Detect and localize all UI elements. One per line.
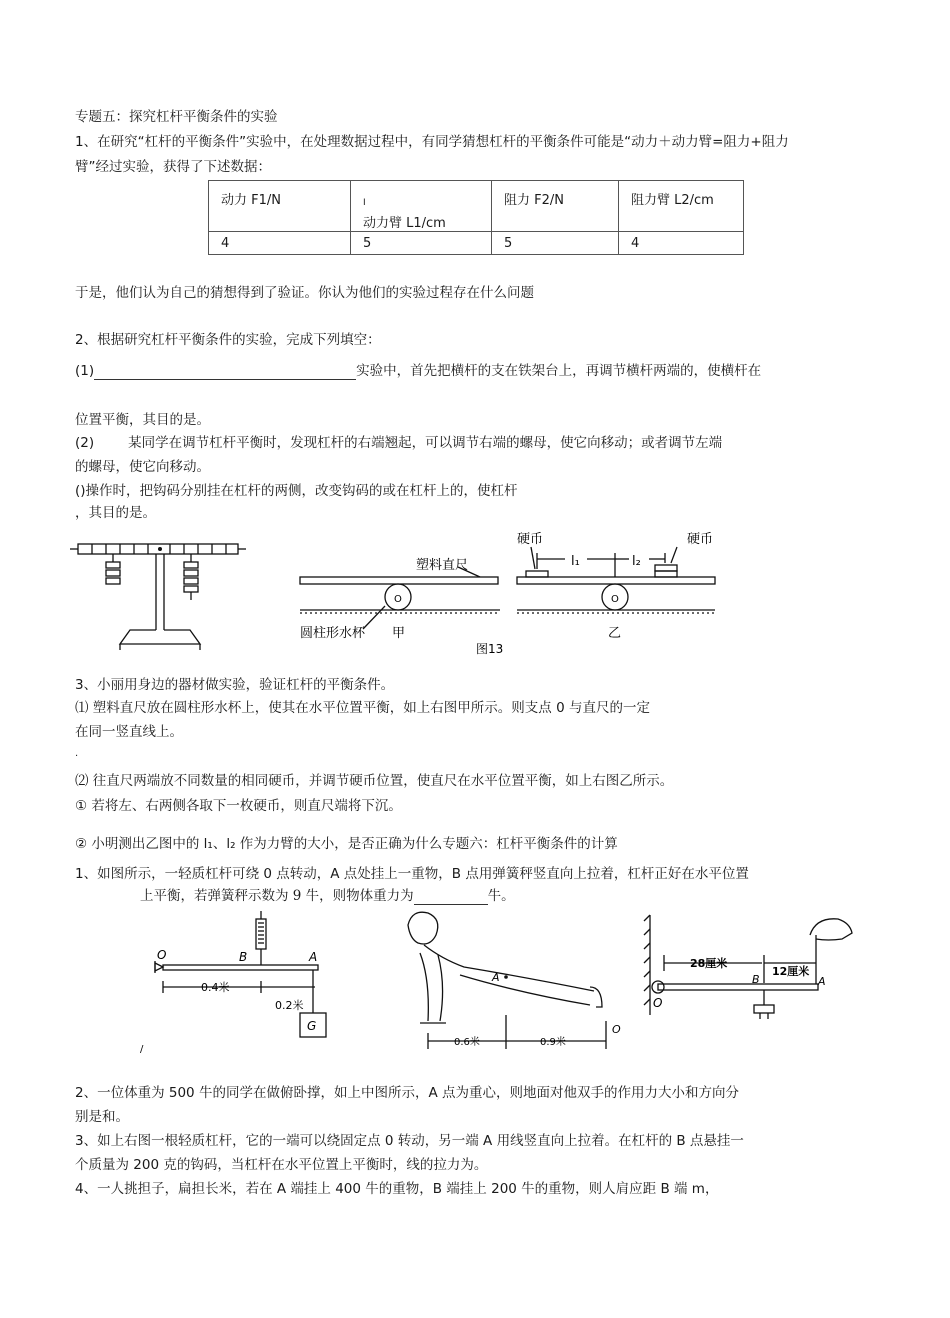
- stray-dot: ·: [75, 751, 79, 762]
- table-header-cell: [351, 181, 492, 232]
- q2-part1-cont: 位置平衡，其目的是。: [75, 412, 210, 428]
- lever-spring-scale-figure: [135, 905, 330, 1055]
- fig-c-o: O: [653, 996, 663, 1010]
- q3-choice2: ② 小明测出乙图中的 l₁、l₂ 作为力臂的大小，是否正确为什么专题六：杠杆平衡条件的计算: [75, 836, 618, 852]
- q2-part2-label: (2): [75, 435, 95, 451]
- answer-blank[interactable]: [414, 891, 488, 905]
- data-table: [208, 180, 744, 255]
- q2-intro: 2、根据研究杠杆平衡条件的实验，完成下列填空：: [75, 332, 381, 348]
- answer-blank[interactable]: [94, 366, 356, 380]
- yi-label: 乙: [608, 626, 622, 641]
- header-l1: 动力臂 L1/cm: [363, 216, 446, 231]
- fig-b-d1: 0.6米: [454, 1037, 480, 1048]
- table-header-cell: [619, 181, 744, 232]
- coin-right-label: 硬币: [687, 532, 714, 547]
- table-cell: 5: [351, 232, 492, 255]
- calc-q1-unit: 牛。: [487, 888, 515, 904]
- fig-c-a: A: [818, 975, 826, 988]
- fulcrum-o-left: O: [394, 594, 402, 605]
- wall-lever-figure: [640, 905, 855, 1035]
- table-header-cell: [209, 181, 351, 232]
- header-f1: 动力 F1/N: [221, 193, 281, 208]
- fig-a-tick: /: [140, 1044, 144, 1055]
- fig-b-o: O: [612, 1023, 621, 1036]
- q2-part3: ()操作时，把钩码分别挂在杠杆的两侧，改变钩码的或在杠杆上的，使杠杆: [75, 483, 518, 499]
- fig-c-d1: 28厘米: [690, 957, 728, 970]
- q2-part1-label: (1): [75, 363, 95, 379]
- calc-q1-line2: [140, 887, 515, 905]
- pushup-figure: [380, 905, 625, 1055]
- calc-q3-line2: 个质量为 200 克的钩码，当杠杆在水平位置上平衡时，线的拉力为。: [75, 1157, 488, 1173]
- q1-conclusion: 于是，他们认为自己的猜想得到了验证。你认为他们的实验过程存在什么问题: [75, 285, 534, 301]
- q3-part2: ⑵ 往直尺两端放不同数量的相同硬币，并调节硬币位置，使直尺在水平位置平衡，如上右图乙所示。: [75, 773, 674, 789]
- fig-a-g: G: [307, 1019, 317, 1033]
- fig-a-a: A: [309, 950, 318, 964]
- calc-q2-line2: 别是和。: [75, 1109, 129, 1125]
- q2-part1-text: 实验中，首先把横杆的支在铁架台上，再调节横杆两端的，使横杆在: [356, 363, 762, 379]
- calc-q1-text: 上平衡，若弹簧秤示数为 9 牛，则物体重力为: [140, 888, 414, 904]
- fulcrum-o-right: O: [611, 594, 619, 605]
- table-cell: 5: [492, 232, 619, 255]
- lever-stand-figure: [70, 530, 250, 655]
- calc-q2-line1: 2、一位体重为 500 牛的同学在做俯卧撑，如上中图所示，A 点为重心，则地面对他双手的作用力大小和方向分: [75, 1085, 739, 1101]
- calc-q4-line1: 4、一人挑担子，扁担长米，若在 A 端挂上 400 牛的重物，B 端挂上 200 牛的重物，则人肩应距 B 端 m，: [75, 1181, 719, 1197]
- header-f2: 阻力 F2/N: [504, 193, 564, 208]
- calc-q1-line1: 1、如图所示，一轻质杠杆可绕 0 点转动，A 点处挂上一重物，B 点用弹簧秤竖直向上拉着，杠杆正好在水平位置: [75, 866, 749, 882]
- fig-a-o: O: [157, 948, 167, 962]
- q3-part1-cont: 在同一竖直线上。: [75, 724, 183, 740]
- jia-label: 甲: [392, 626, 406, 641]
- figure-13-caption: 图13: [476, 642, 504, 656]
- q2-part3-cont: ，其目的是。: [75, 505, 156, 521]
- fig-b-a: A: [492, 971, 500, 984]
- table-cell: 4: [209, 232, 351, 255]
- section-heading-5: 专题五：探究杠杆平衡条件的实验: [75, 109, 278, 125]
- q2-part1: [75, 362, 761, 380]
- fig-c-d2: 12厘米: [772, 965, 810, 978]
- calc-q3-line1: 3、如上右图一根轻质杠杆，它的一端可以绕固定点 0 转动，另一端 A 用线竖直向上拉着。在杠杆的 B 点悬挂一: [75, 1133, 744, 1149]
- l2-label: l₂: [632, 554, 641, 569]
- table-header-row: [209, 181, 744, 232]
- fig-a-d1: 0.4米: [201, 981, 230, 994]
- table-row: [209, 232, 744, 255]
- table-header-cell: [492, 181, 619, 232]
- table-cell: 4: [619, 232, 744, 255]
- l1-label: l₁: [571, 554, 580, 569]
- ruler-label: 塑料直尺: [416, 558, 469, 573]
- q3-intro: 3、小丽用身边的器材做实验，验证杠杆的平衡条件。: [75, 677, 395, 693]
- fig-a-b: B: [239, 950, 248, 964]
- q1-line1: 1、在研究“杠杆的平衡条件”实验中，在处理数据过程中，有同学猜想杠杆的平衡条件可能是“动力＋动力臂=阻力+阻力: [75, 134, 789, 150]
- cup-label: 圆柱形水杯: [300, 626, 366, 641]
- q2-part2-cont: 的螺母，使它向移动。: [75, 459, 210, 475]
- q2-part2-text: 某同学在调节杠杆平衡时，发现杠杆的右端翘起，可以调节右端的螺母，使它向移动；或者调节左端: [128, 435, 723, 451]
- q3-part1: ⑴ 塑料直尺放在圆柱形水杯上，使其在水平位置平衡，如上右图甲所示。则支点 0 与直尺的一定: [75, 700, 650, 716]
- coin-left-label: 硬币: [517, 532, 544, 547]
- figure-13: [295, 525, 735, 660]
- fig-b-d2: 0.9米: [540, 1037, 566, 1048]
- header-l2: 阻力臂 L2/cm: [631, 193, 714, 208]
- fig-c-b: B: [752, 973, 760, 986]
- q1-line2: 臂”经过实验，获得了下述数据：: [75, 159, 271, 175]
- fig-a-d2: 0.2米: [275, 999, 304, 1012]
- table-mark: I: [363, 198, 366, 208]
- q3-choice1: ① 若将左、右两侧各取下一枚硬币，则直尺端将下沉。: [75, 798, 402, 814]
- q2-part2: [75, 434, 722, 452]
